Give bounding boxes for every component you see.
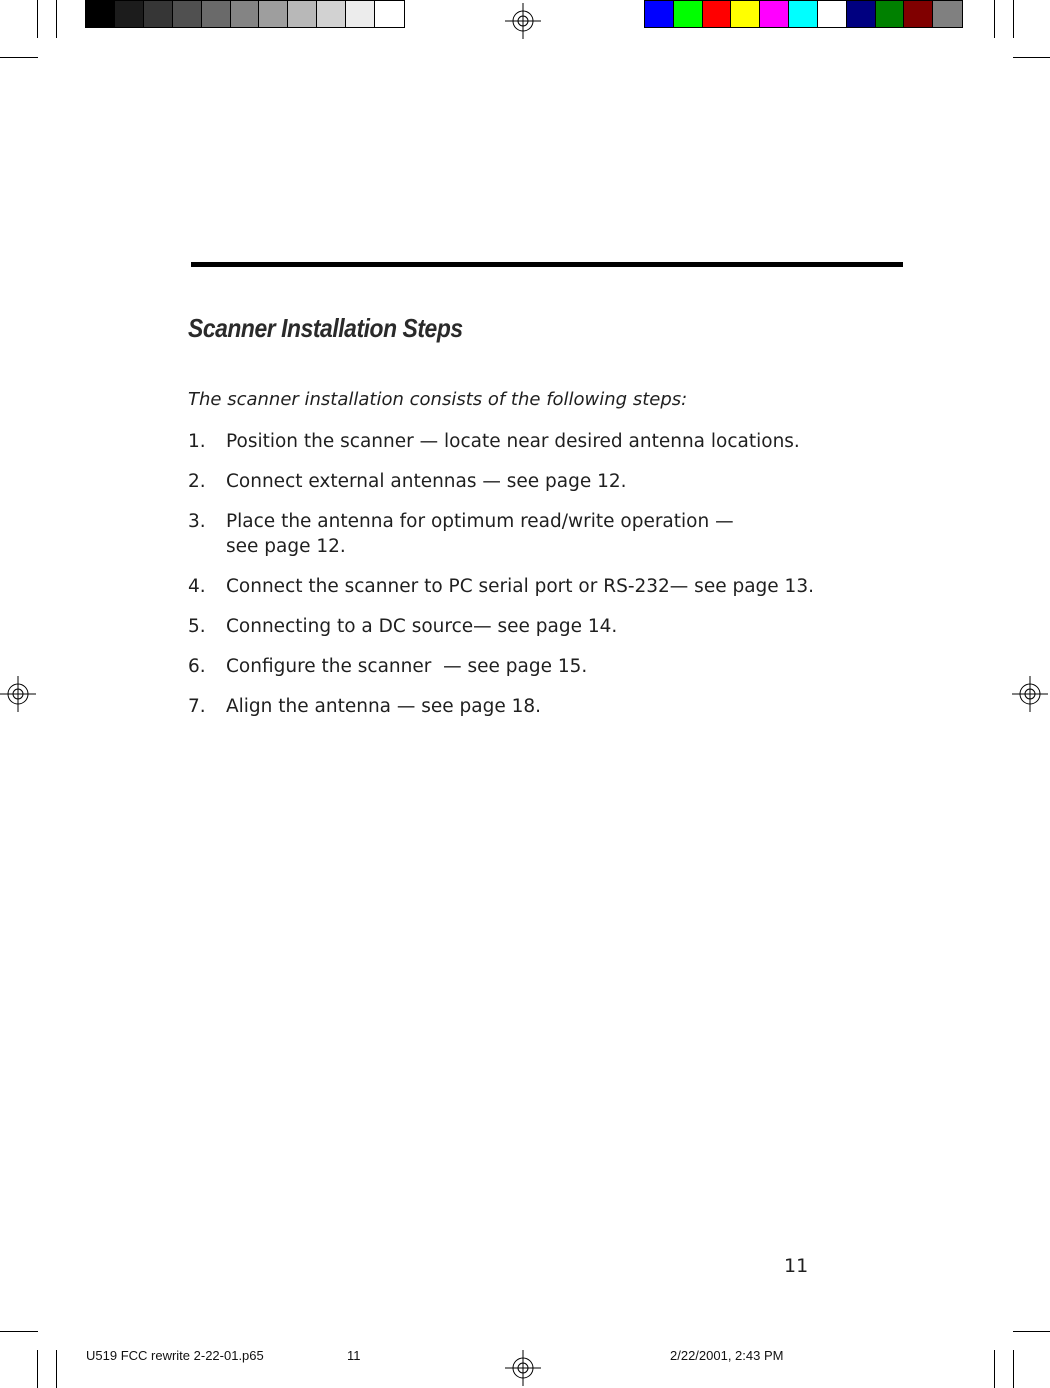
color-swatch bbox=[847, 1, 876, 27]
grayscale-swatch bbox=[346, 1, 375, 27]
step-text: Position the scanner — locate near desired antenna locations. bbox=[226, 431, 800, 452]
grayscale-swatch bbox=[173, 1, 202, 27]
step-text: Place the antenna for optimum read/write operation — see page 12. bbox=[226, 511, 734, 557]
header-rule bbox=[191, 262, 903, 267]
step-text: Align the antenna — see page 18. bbox=[226, 696, 542, 717]
grayscale-swatch bbox=[202, 1, 231, 27]
color-calibration-bar bbox=[644, 0, 963, 28]
step-text: Connect external antennas — see page 12. bbox=[226, 471, 627, 492]
step-number: 2. bbox=[188, 471, 206, 492]
installation-steps-list bbox=[188, 429, 888, 734]
step-number: 3. bbox=[188, 511, 206, 532]
list-item bbox=[188, 429, 888, 454]
grayscale-swatch bbox=[317, 1, 346, 27]
color-swatch bbox=[645, 1, 674, 27]
registration-crosshair-icon bbox=[505, 3, 541, 39]
step-number: 1. bbox=[188, 431, 206, 452]
color-swatch bbox=[674, 1, 703, 27]
grayscale-swatch bbox=[259, 1, 288, 27]
step-number: 4. bbox=[188, 576, 206, 597]
grayscale-swatch bbox=[288, 1, 317, 27]
page-number: 11 bbox=[784, 1255, 809, 1277]
grayscale-swatch bbox=[115, 1, 144, 27]
color-swatch bbox=[789, 1, 818, 27]
step-text: Connecting to a DC source— see page 14. bbox=[226, 616, 618, 637]
slug-datetime: 2/22/2001, 2:43 PM bbox=[670, 1348, 784, 1363]
list-item bbox=[188, 654, 888, 679]
registration-crosshair-icon bbox=[0, 676, 36, 712]
step-number: 6. bbox=[188, 656, 206, 677]
step-text: Connect the scanner to PC serial port or RS-232— see page 13. bbox=[226, 576, 814, 597]
color-swatch bbox=[933, 1, 962, 27]
color-swatch bbox=[760, 1, 789, 27]
registration-crosshair-icon bbox=[1012, 676, 1048, 712]
grayscale-swatch bbox=[231, 1, 260, 27]
list-item bbox=[188, 694, 888, 719]
color-swatch bbox=[703, 1, 732, 27]
slug-page: 11 bbox=[347, 1348, 361, 1363]
grayscale-swatch bbox=[86, 1, 115, 27]
step-number: 7. bbox=[188, 696, 206, 717]
registration-crosshair-icon bbox=[505, 1350, 541, 1386]
grayscale-swatch bbox=[375, 1, 404, 27]
list-item bbox=[188, 469, 888, 494]
step-text: Configure the scanner — see page 15. bbox=[226, 656, 588, 677]
color-swatch bbox=[731, 1, 760, 27]
section-heading: Scanner Installation Steps bbox=[188, 313, 463, 343]
list-item bbox=[188, 509, 888, 559]
list-item bbox=[188, 614, 888, 639]
slug-filename: U519 FCC rewrite 2-22-01.p65 bbox=[86, 1348, 264, 1363]
color-swatch bbox=[904, 1, 933, 27]
color-swatch bbox=[818, 1, 847, 27]
intro-text: The scanner installation consists of the following steps: bbox=[188, 389, 688, 410]
grayscale-swatch bbox=[144, 1, 173, 27]
list-item bbox=[188, 574, 888, 599]
step-number: 5. bbox=[188, 616, 206, 637]
color-swatch bbox=[876, 1, 905, 27]
grayscale-calibration-bar bbox=[85, 0, 405, 28]
